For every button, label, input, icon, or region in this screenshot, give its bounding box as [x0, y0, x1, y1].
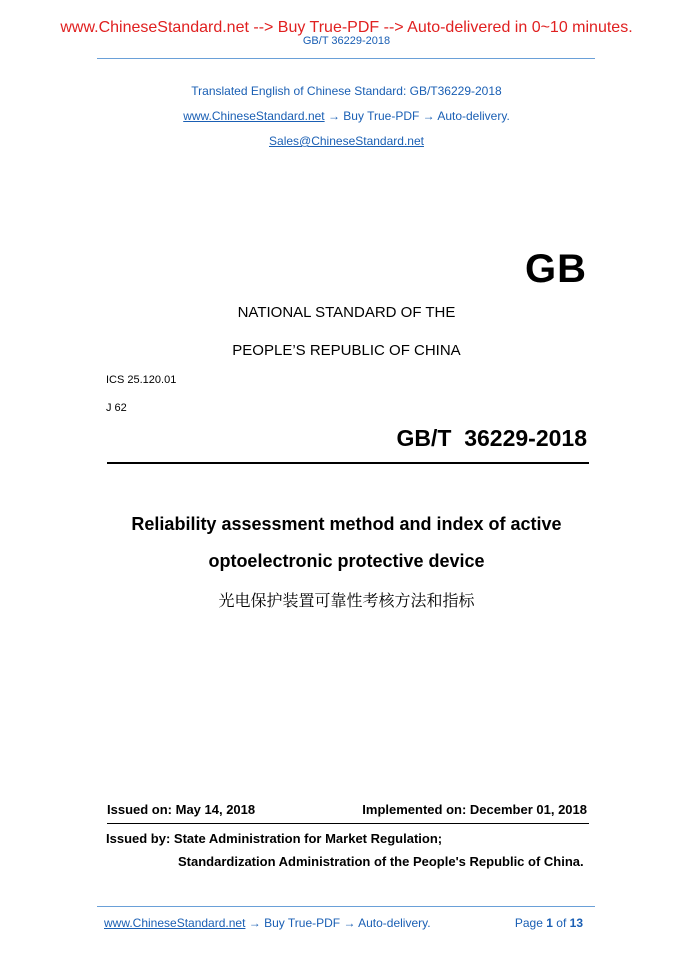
standard-number-divider [107, 462, 589, 464]
ics-code: ICS 25.120.01 [106, 374, 177, 386]
sales-line [0, 134, 693, 148]
implemented-on-date: Implemented on: December 01, 2018 [362, 802, 587, 817]
issued-by: Issued by: State Administration for Market Regulation; [106, 831, 443, 846]
national-standard-line2: PEOPLE’S REPUBLIC OF CHINA [232, 342, 461, 359]
page-label: Page [514, 916, 543, 930]
title-en-line2: optoelectronic protective device [208, 551, 485, 571]
sales-email-link[interactable]: Sales@ChineseStandard.net [269, 134, 424, 148]
site-line-rest: → Buy True-PDF → Auto-delivery. [324, 109, 510, 123]
footer-site-link[interactable]: www.ChineseStandard.net [104, 916, 246, 930]
footer-site-rest: → Buy True-PDF → Auto-delivery. [245, 916, 431, 930]
standard-number: GB/T 36229-2018 [396, 425, 587, 451]
site-link[interactable]: www.ChineseStandard.net [183, 109, 325, 123]
running-header-code: GB/T 36229-2018 [302, 35, 391, 47]
page-indicator [515, 916, 583, 930]
footer-divider [97, 906, 595, 907]
title-en-line1: Reliability assessment method and index of active [131, 514, 562, 534]
title-cn: 光电保护装置可靠性考核方法和指标 [218, 591, 475, 610]
gb-mark: GB [525, 247, 587, 291]
issued-by-second-authority: Standardization Administration of the People's Republic of China. [178, 854, 584, 869]
page-total: 13 [569, 916, 583, 930]
issued-on-date: Issued on: May 14, 2018 [107, 802, 256, 817]
footer-site-line [104, 916, 431, 930]
promo-banner[interactable]: www.ChineseStandard.net --> Buy True-PDF --> Auto-delivered in 0~10 minutes. [60, 19, 633, 36]
site-line [0, 109, 693, 123]
header-divider [97, 58, 595, 59]
page-of: of [556, 916, 567, 930]
dates-divider [107, 823, 589, 824]
j-code: J 62 [106, 402, 127, 414]
page-current: 1 [546, 916, 553, 930]
translation-note: Translated English of Chinese Standard: GB/T36229-2018 [191, 84, 502, 98]
national-standard-line1: NATIONAL STANDARD OF THE [237, 304, 456, 321]
